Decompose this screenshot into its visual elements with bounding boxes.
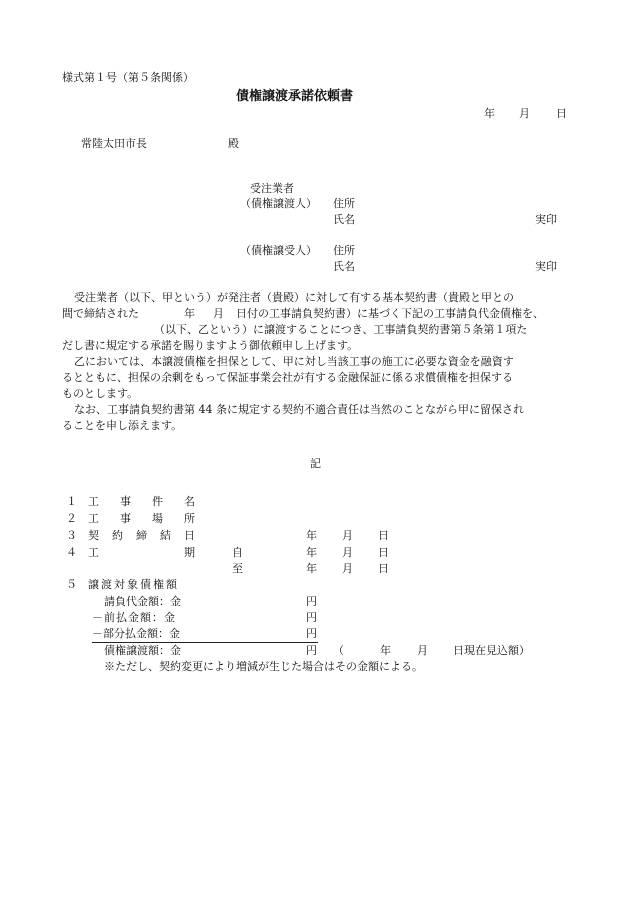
item3-char: 日 — [184, 529, 195, 542]
item4-from-day: 日 — [378, 546, 389, 559]
item5-row-assigned: 債権譲渡額：金 — [104, 644, 181, 657]
item5-label: 譲渡対象債権額 — [88, 578, 179, 591]
item5-row-assigned-tail: 日現在見込額） — [453, 644, 530, 657]
date-day: 日 — [556, 107, 567, 120]
body-p1-line2b: 日付の工事請負契約書）に基づく下記の工事請負代金債権を、 — [236, 307, 544, 320]
assignee-address-label: 住所 — [333, 244, 355, 257]
item4-to-year: 年 — [306, 562, 317, 575]
contractor-label: 受注業者 — [250, 182, 294, 195]
item5-number: ５ — [66, 578, 77, 591]
assignee-seal: 実印 — [535, 260, 557, 273]
item3-year: 年 — [306, 529, 317, 542]
item4-from-month: 月 — [342, 546, 353, 559]
item5-row-contract-unit: 円 — [306, 595, 317, 608]
item5-note: ※ただし、契約変更により増減が生じた場合はその金額による。 — [104, 660, 423, 673]
item5-row-advance-unit: 円 — [306, 611, 317, 624]
item4-from: 自 — [232, 546, 243, 559]
item2-char: 事 — [120, 512, 131, 525]
body-p2-line2: るとともに、担保の余剰をもって保証事業会社が有する金融保証に係る求償債権を担保する — [62, 371, 513, 384]
date-month: 月 — [519, 107, 530, 120]
item5-row-assigned-month: 月 — [417, 644, 428, 657]
item4-number: ４ — [66, 546, 77, 559]
item5-row-assigned-unit: 円 — [306, 644, 317, 657]
item3-char: 結 — [160, 529, 171, 542]
item4-char: 工 — [88, 546, 99, 559]
item5-row-partial: －部分払金額：金 — [92, 627, 180, 640]
item3-number: ３ — [66, 529, 77, 542]
body-p3-line1: なお、工事請負契約書第 44 条に規定する契約不適合責任は当然のことながら甲に留保され — [74, 403, 524, 416]
item5-row-assigned-paren: （ — [333, 644, 344, 657]
item3-char: 締 — [136, 529, 147, 542]
item3-month: 月 — [342, 529, 353, 542]
item1-char: 件 — [152, 495, 163, 508]
item4-from-year: 年 — [306, 546, 317, 559]
item4-to-day: 日 — [378, 562, 389, 575]
item2-number: ２ — [66, 512, 77, 525]
item1-char: 事 — [120, 495, 131, 508]
addressee-honorific: 殿 — [228, 137, 239, 150]
body-p1-line3: （以下、乙という）に譲渡することにつき、工事請負契約書第５条第１項た — [154, 323, 528, 336]
item3-char: 約 — [112, 529, 123, 542]
subtotal-underline — [92, 642, 318, 643]
date-year: 年 — [484, 107, 495, 120]
assignor-address-label: 住所 — [333, 197, 355, 210]
body-p1-line2-year: 年 — [184, 307, 195, 320]
item2-char: 工 — [88, 512, 99, 525]
assignor-label: （債権譲渡人） — [240, 197, 317, 210]
body-p3-line2: ることを申し添えます。 — [62, 419, 183, 432]
body-p2-line1: 乙においては、本譲渡債権を担保として、甲に対し当該工事の施工に必要な資金を融資す — [74, 355, 514, 368]
assignor-seal: 実印 — [535, 213, 557, 226]
assignee-name-label: 氏名 — [333, 260, 355, 273]
item2-char: 所 — [184, 512, 195, 525]
body-p1-line2-month: 月 — [213, 307, 224, 320]
item5-row-advance: －前払金額：金 — [92, 611, 176, 624]
item1-char: 名 — [184, 495, 195, 508]
item5-row-assigned-year: 年 — [380, 644, 391, 657]
item4-to-month: 月 — [342, 562, 353, 575]
assignor-name-label: 氏名 — [333, 213, 355, 226]
item4-to: 至 — [232, 562, 243, 575]
item5-row-contract-amount: 請負代金額：金 — [104, 595, 181, 608]
body-p1-line2a: 間で締結された — [62, 307, 139, 320]
item5-row-partial-unit: 円 — [306, 627, 317, 640]
form-number: 様式第１号（第５条関係） — [62, 71, 194, 84]
item4-char: 期 — [184, 546, 195, 559]
body-p1-line4: だし書に規定する承諾を賜りますよう御依頼申し上げます。 — [62, 339, 359, 352]
body-p2-line3: ものとします。 — [62, 387, 139, 400]
item3-day: 日 — [378, 529, 389, 542]
item2-char: 場 — [152, 512, 163, 525]
item3-char: 契 — [88, 529, 99, 542]
page-title: 債権譲渡承諾依頼書 — [236, 89, 354, 104]
ki-heading: 記 — [310, 457, 321, 470]
addressee-name: 常陸太田市長 — [81, 137, 147, 150]
body-p1-line1: 受注業者（以下、甲という）が発注者（貴殿）に対して有する基本契約書（貴殿と甲との — [74, 291, 514, 304]
item1-number: １ — [66, 495, 77, 508]
assignee-label: （債権譲受人） — [240, 244, 317, 257]
item1-char: 工 — [88, 495, 99, 508]
